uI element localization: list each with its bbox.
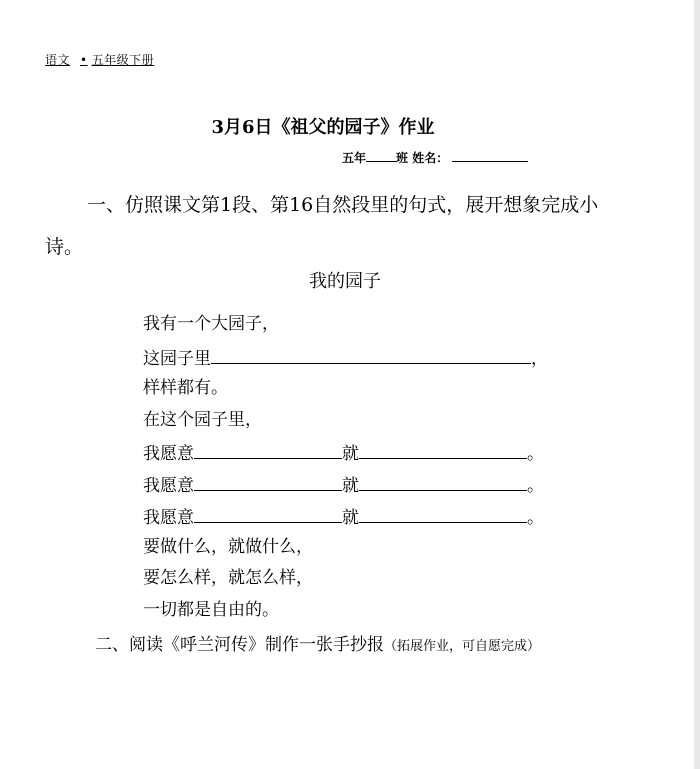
- grade-prefix: 五年: [342, 151, 367, 165]
- poem-wish-line-2: [143, 472, 544, 497]
- page-title: 3月6日《祖父的园子》作业: [211, 117, 435, 138]
- poem-wish-line-3: [143, 504, 544, 529]
- poem-wish-line-1: [143, 440, 544, 465]
- class-blank[interactable]: [366, 149, 396, 162]
- wish-end: 。: [527, 476, 544, 496]
- poem-line-1: 我有一个大园子，: [143, 314, 279, 334]
- wish-end: 。: [527, 444, 544, 464]
- poem-line-2: [143, 345, 548, 370]
- poem-line-3: 样样都有。: [143, 378, 228, 398]
- wish-blank-1b[interactable]: [359, 440, 527, 459]
- question-2-note: （拓展作业，可自愿完成）: [384, 639, 541, 654]
- wish-blank-3b[interactable]: [359, 504, 527, 523]
- poem-line-9: 要怎么样，就怎么样，: [143, 568, 313, 588]
- name-blank[interactable]: [452, 149, 528, 162]
- poem-line-10: 一切都是自由的。: [143, 600, 279, 620]
- wish-prefix: 我愿意: [143, 444, 194, 464]
- wish-end: 。: [527, 508, 544, 528]
- name-label: 姓名：: [412, 151, 449, 165]
- header-grade: 五年级下册: [91, 53, 155, 67]
- poem-line-2-prefix: 这园子里: [143, 349, 211, 369]
- question-2-main: 二、阅读《呼兰河传》制作一张手抄报: [95, 635, 384, 655]
- wish-middle: 就: [342, 508, 359, 528]
- wish-middle: 就: [342, 444, 359, 464]
- question-1: 一、仿照课文第1段、第16自然段里的句式，展开想象完成小诗。: [45, 194, 599, 258]
- page-edge: [694, 0, 700, 769]
- wish-blank-1a[interactable]: [194, 440, 342, 459]
- header-subject: 语文: [45, 53, 71, 67]
- wish-prefix: 我愿意: [143, 508, 194, 528]
- page-header: [45, 51, 154, 68]
- question-2: [95, 630, 540, 655]
- poem-title: 我的园子: [309, 271, 381, 292]
- header-bullet: •: [80, 53, 88, 67]
- poem-line-8: 要做什么，就做什么，: [143, 537, 313, 557]
- poem-line-4: 在这个园子里，: [143, 410, 262, 430]
- wish-blank-2b[interactable]: [359, 472, 527, 491]
- wish-blank-3a[interactable]: [194, 504, 342, 523]
- poem-line-2-suffix: ，: [531, 349, 548, 369]
- wish-prefix: 我愿意: [143, 476, 194, 496]
- class-name-line: [342, 149, 528, 166]
- wish-blank-2a[interactable]: [194, 472, 342, 491]
- poem-blank-1[interactable]: [211, 345, 531, 364]
- wish-middle: 就: [342, 476, 359, 496]
- class-suffix: 班: [396, 151, 409, 165]
